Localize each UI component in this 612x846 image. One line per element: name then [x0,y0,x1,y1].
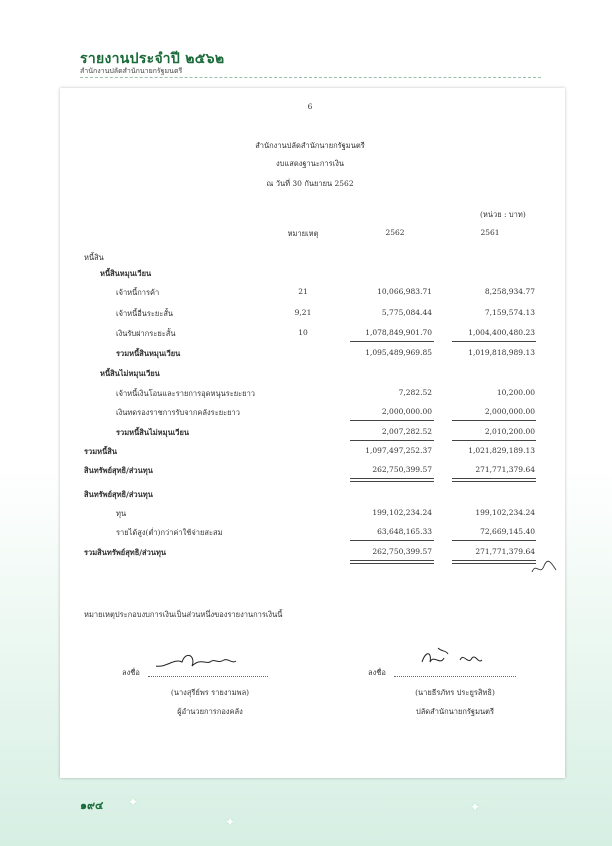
row-label: ทุน [116,509,127,518]
sparkle-icon: ✦ [470,800,481,814]
row-label: เงินรับฝากระยะสั้น [116,329,176,338]
row-label: รวมหนี้สินไม่หมุนเวียน [116,428,189,437]
row-label: เจ้าหนี้เงินโอนและรายการอุดหนุนระยะยาว [116,389,255,398]
row-value-2561: 7,159,574.13 [484,308,535,317]
row-label: รวมสินทรัพย์สุทธิ/ส่วนทุน [84,548,167,557]
row-value-2561: 199,102,234.24 [475,508,535,517]
subtotal-rule [350,341,434,342]
col-2561-header: 2561 [480,228,500,237]
row-value-2561: 10,200.00 [496,388,535,397]
row-value-2562: 7,282.52 [398,388,432,397]
signer-left-name: (นางสุรีย์พร รายงามพล) [170,688,250,697]
row-note: 10 [298,328,308,337]
row-label: รายได้สูง(ต่ำ)กว่าค่าใช้จ่ายสะสม [116,528,223,537]
subtotal-rule [350,440,434,441]
unit-label: (หน่วย : บาท) [480,210,526,219]
row-value-2562: 2,000,000.00 [381,407,432,416]
subtotal-rule [452,341,536,342]
row-value-2562: 1,095,489,969.85 [365,348,432,357]
subtotal-rule [452,420,536,421]
total-rule [452,478,536,479]
sparkle-icon: ✦ [128,795,139,809]
total-rule [452,563,536,564]
subtotal-rule [350,540,434,541]
footer-page-number: ๑๙๔ [80,799,104,812]
signer-right-title: ปลัดสำนักนายกรัฐมนตรี [415,707,495,716]
sign-label-left: ลงชื่อ [122,668,140,677]
row-label: เงินทดรองราชการรับจากคลังระยะยาว [116,408,240,417]
total-rule [350,563,434,564]
row-value-2562: 1,078,849,901.70 [365,328,432,337]
current-liabilities-heading: หนี้สินหมุนเวียน [100,269,152,278]
total-rule [350,481,434,482]
row-value-2562: 199,102,234.24 [372,508,432,517]
signature-line-left [148,676,268,677]
header-divider [80,77,541,78]
signer-left-title: ผู้อำนวยการกองคลัง [177,707,243,716]
row-note: 9,21 [294,308,312,317]
row-value-2562: 5,775,084.44 [381,308,432,317]
row-value-2561: 2,010,200.00 [484,427,535,436]
row-value-2561: 72,669,145.40 [480,527,535,536]
col-note-header: หมายเหตุ [287,229,319,238]
equity-heading: สินทรัพย์สุทธิ/ส่วนทุน [84,490,153,499]
row-label: เจ้าหนี้อื่นระยะสั้น [116,309,174,318]
row-value-2562: 10,066,983.71 [377,287,432,296]
row-value-2561: 2,000,000.00 [484,407,535,416]
subtotal-rule [452,440,536,441]
sign-label-right: ลงชื่อ [368,668,386,677]
row-value-2561: 271,771,379.64 [475,547,535,556]
initials-mark [530,558,558,578]
statement-date: ณ วันที่ 30 กันยายน 2562 [266,179,354,188]
subtotal-rule [452,540,536,541]
row-value-2562: 2,007,282.52 [381,427,432,436]
statement-org: สำนักงานปลัดสำนักนายกรัฐมนตรี [255,141,365,150]
liabilities-heading: หนี้สิน [84,253,104,262]
row-value-2561: 271,771,379.64 [475,465,535,474]
total-rule [350,560,434,561]
subtotal-rule [350,420,434,421]
row-value-2561: 1,021,829,189.13 [468,446,535,455]
row-label: เจ้าหนี้การค้า [116,288,160,297]
page-number: 6 [307,102,313,111]
row-value-2561: 1,019,818,989.13 [468,348,535,357]
signer-right-name: (นายธีรภัทร ประยูรสิทธิ) [415,688,495,697]
row-value-2561: 1,004,400,480.23 [468,328,535,337]
row-value-2562: 1,097,497,252.37 [365,446,432,455]
total-rule [350,478,434,479]
row-label: รวมหนี้สินหมุนเวียน [116,349,181,358]
row-value-2562: 262,750,399.57 [372,547,432,556]
report-subtitle: สำนักงานปลัดสำนักนายกรัฐมนตรี [80,67,183,75]
financial-statement-page [60,88,565,778]
signature-line-right [394,676,516,677]
row-label: สินทรัพย์สุทธิ/ส่วนทุน [84,466,153,475]
statement-title: งบแสดงฐานะการเงิน [275,159,345,168]
footnote: หมายเหตุประกอบงบการเงินเป็นส่วนหนึ่งของรายงานการเงินนี้ [84,610,283,619]
row-value-2562: 262,750,399.57 [372,465,432,474]
report-title: รายงานประจำปี ๒๕๖๒ [80,51,225,67]
row-value-2562: 63,648,165.33 [377,527,432,536]
total-rule [452,481,536,482]
noncurrent-liabilities-heading: หนี้สินไม่หมุนเวียน [100,369,160,378]
col-2562-header: 2562 [385,228,405,237]
signature-left [152,646,242,674]
sparkle-icon: ✦ [225,815,236,829]
row-label: รวมหนี้สิน [84,447,117,456]
row-value-2561: 8,258,934.77 [484,287,535,296]
total-rule [452,560,536,561]
row-note: 21 [298,287,308,296]
signature-right [416,644,496,674]
